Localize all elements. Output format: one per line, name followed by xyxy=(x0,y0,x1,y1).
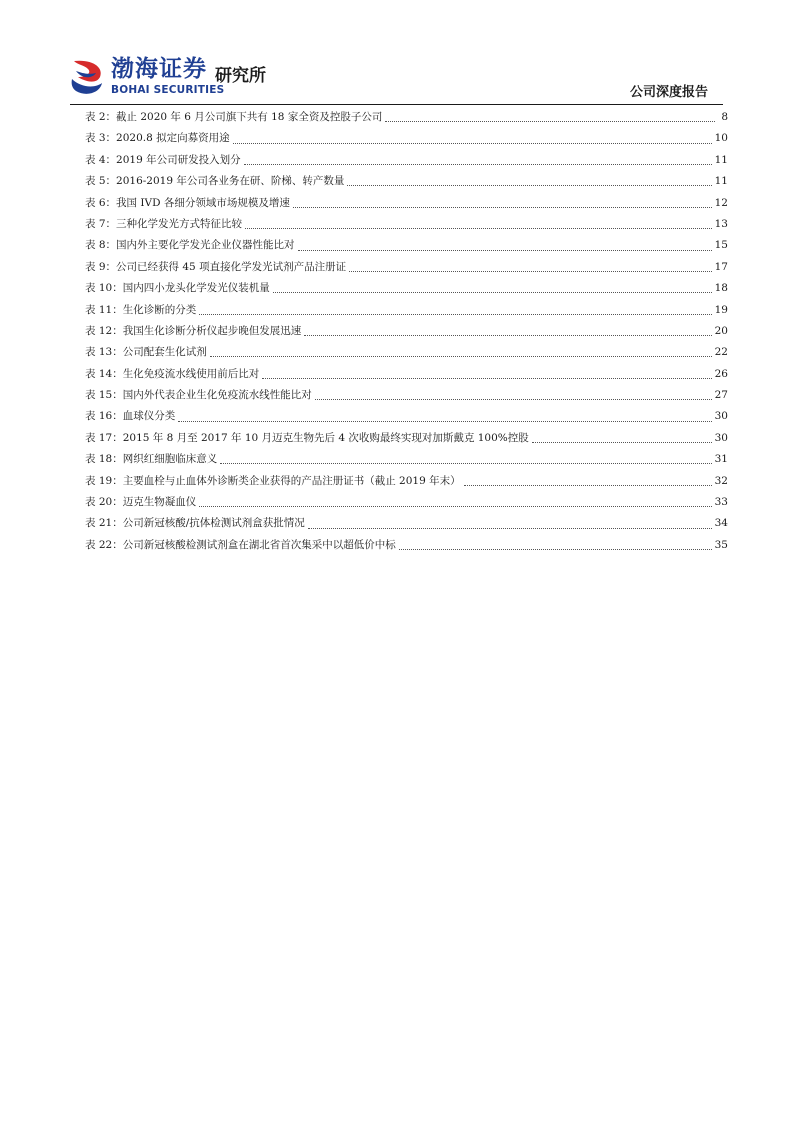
toc-entry-label: 表 15： xyxy=(85,389,123,402)
toc-entry-title: 生化诊断的分类 xyxy=(122,303,197,316)
toc-entry[interactable] xyxy=(85,513,728,534)
toc-entry[interactable] xyxy=(85,300,728,321)
toc-leader-dots xyxy=(244,164,712,165)
toc-entry-title: 2016-2019 年公司各业务在研、阶梯、转产数量 xyxy=(116,175,345,188)
toc-entry-label: 表 19： xyxy=(85,474,123,487)
toc-entry-title: 2019 年公司研发投入划分 xyxy=(116,153,241,166)
toc-leader-dots xyxy=(178,421,711,422)
toc-entry[interactable] xyxy=(85,278,728,299)
toc-entry[interactable] xyxy=(85,235,728,256)
report-type: 公司深度报告 xyxy=(629,85,708,100)
toc-leader-dots xyxy=(210,356,712,357)
toc-entry-title: 生化免疫流水线使用前后比对 xyxy=(122,367,260,380)
toc-entry-title: 三种化学发光方式特征比较 xyxy=(116,217,243,230)
toc-entry-title: 2020.8 拟定向募资用途 xyxy=(116,132,230,145)
toc-entry-label: 表 16： xyxy=(85,410,123,423)
toc-leader-dots xyxy=(220,463,711,464)
table-of-contents xyxy=(85,107,728,556)
toc-leader-dots xyxy=(199,314,711,315)
toc-entry-label: 表 17： xyxy=(85,431,123,444)
toc-entry-title: 国内外代表企业生化免疫流水线性能比对 xyxy=(122,389,312,402)
toc-entry-page: 11 xyxy=(714,175,728,188)
toc-entry-label: 表 10： xyxy=(85,282,123,295)
toc-entry[interactable] xyxy=(85,321,728,342)
toc-leader-dots xyxy=(399,549,712,550)
bohai-logo-icon xyxy=(70,57,106,97)
toc-entry[interactable] xyxy=(85,385,728,406)
toc-entry-title: 主要血栓与止血体外诊断类企业获得的产品注册证书（截止 2019 年末） xyxy=(122,474,461,487)
toc-entry-title: 2015 年 8 月至 2017 年 10 月迈克生物先后 4 次收购最终实现对加斯戴克 100%控股 xyxy=(122,431,529,444)
toc-entry-label: 表 13： xyxy=(85,346,123,359)
toc-entry-title: 国内四小龙头化学发光仪装机量 xyxy=(122,282,270,295)
toc-entry-page: 22 xyxy=(714,346,728,359)
toc-entry-label: 表 21： xyxy=(85,517,123,530)
toc-entry-page: 18 xyxy=(714,282,728,295)
toc-entry[interactable] xyxy=(85,428,728,449)
toc-entry-title: 公司已经获得 45 项直接化学发光试剂产品注册证 xyxy=(116,260,347,273)
toc-entry[interactable] xyxy=(85,364,728,385)
toc-entry[interactable] xyxy=(85,449,728,470)
toc-entry-page: 33 xyxy=(714,496,728,509)
toc-leader-dots xyxy=(308,528,712,529)
toc-leader-dots xyxy=(199,506,711,507)
toc-entry-title: 我国 IVD 各细分领域市场规模及增速 xyxy=(116,196,290,209)
toc-entry[interactable] xyxy=(85,150,728,171)
toc-leader-dots xyxy=(293,207,712,208)
toc-entry-page: 10 xyxy=(714,132,728,145)
toc-leader-dots xyxy=(315,399,712,400)
toc-entry[interactable] xyxy=(85,107,728,128)
toc-entry-label: 表 18： xyxy=(85,453,123,466)
toc-entry-title: 公司配套生化试剂 xyxy=(122,346,207,359)
toc-entry-page: 30 xyxy=(714,410,728,423)
toc-entry-title: 截止 2020 年 6 月公司旗下共有 18 家全资及控股子公司 xyxy=(116,111,383,123)
toc-entry[interactable] xyxy=(85,171,728,192)
toc-entry-page: 35 xyxy=(714,538,728,551)
department-name: 研究所 xyxy=(215,66,266,86)
toc-entry-page: 8 xyxy=(721,111,728,123)
toc-entry-label: 表 11： xyxy=(85,303,123,316)
toc-entry-title: 我国生化诊断分析仪起步晚但发展迅速 xyxy=(122,324,302,337)
toc-entry[interactable] xyxy=(85,128,728,149)
toc-entry-label: 表 6： xyxy=(85,196,117,209)
toc-entry-label: 表 9： xyxy=(85,260,117,273)
toc-entry-title: 迈克生物凝血仪 xyxy=(122,496,197,509)
toc-entry-label: 表 5： xyxy=(85,175,117,188)
toc-leader-dots xyxy=(233,143,712,144)
toc-entry-label: 表 22： xyxy=(85,538,123,551)
toc-entry[interactable] xyxy=(85,535,728,556)
toc-entry-page: 17 xyxy=(714,260,728,273)
toc-entry-title: 血球仪分类 xyxy=(122,410,176,423)
toc-entry-title: 网织红细胞临床意义 xyxy=(122,453,218,466)
toc-leader-dots xyxy=(464,485,712,486)
logo-chinese-name: 渤海证券 xyxy=(111,55,207,82)
toc-entry[interactable] xyxy=(85,257,728,278)
toc-entry-title: 国内外主要化学发光企业仪器性能比对 xyxy=(116,239,295,252)
toc-entry-page: 31 xyxy=(714,453,728,466)
toc-entry-page: 13 xyxy=(714,217,728,230)
toc-leader-dots xyxy=(532,442,712,443)
toc-entry-page: 11 xyxy=(714,153,728,166)
toc-entry-label: 表 12： xyxy=(85,324,123,337)
toc-entry-page: 19 xyxy=(714,303,728,316)
toc-entry-label: 表 2： xyxy=(85,111,117,123)
toc-entry-label: 表 4： xyxy=(85,153,117,166)
toc-leader-dots xyxy=(245,228,712,229)
toc-entry-page: 26 xyxy=(714,367,728,380)
toc-entry-label: 表 20： xyxy=(85,496,123,509)
logo-english-name: BOHAI SECURITIES xyxy=(111,84,225,96)
toc-leader-dots xyxy=(273,292,712,293)
toc-leader-dots xyxy=(347,185,711,186)
toc-leader-dots xyxy=(298,250,712,251)
toc-entry[interactable] xyxy=(85,342,728,363)
toc-entry-page: 30 xyxy=(714,431,728,444)
header-divider xyxy=(70,104,723,105)
toc-leader-dots xyxy=(262,378,711,379)
toc-entry-label: 表 7： xyxy=(85,217,117,230)
toc-entry-page: 34 xyxy=(714,517,728,530)
toc-entry-page: 12 xyxy=(714,196,728,209)
toc-leader-dots xyxy=(304,335,711,336)
toc-entry-label: 表 8： xyxy=(85,239,117,252)
toc-leader-dots xyxy=(349,271,712,272)
toc-entry-title: 公司新冠核酸检测试剂盒在湖北省首次集采中以超低价中标 xyxy=(122,538,396,551)
toc-entry-page: 20 xyxy=(714,324,728,337)
toc-entry-title: 公司新冠核酸/抗体检测试剂盒获批情况 xyxy=(122,517,305,530)
toc-entry-label: 表 3： xyxy=(85,132,117,145)
toc-entry-page: 15 xyxy=(714,239,728,252)
toc-entry[interactable] xyxy=(85,406,728,427)
toc-entry-page: 32 xyxy=(714,474,728,487)
toc-entry[interactable] xyxy=(85,471,728,492)
toc-leader-dots xyxy=(385,121,715,122)
toc-entry[interactable] xyxy=(85,492,728,513)
toc-entry-page: 27 xyxy=(714,389,728,402)
page-header xyxy=(0,0,793,110)
toc-entry-label: 表 14： xyxy=(85,367,123,380)
toc-entry[interactable] xyxy=(85,214,728,235)
toc-entry[interactable] xyxy=(85,193,728,214)
